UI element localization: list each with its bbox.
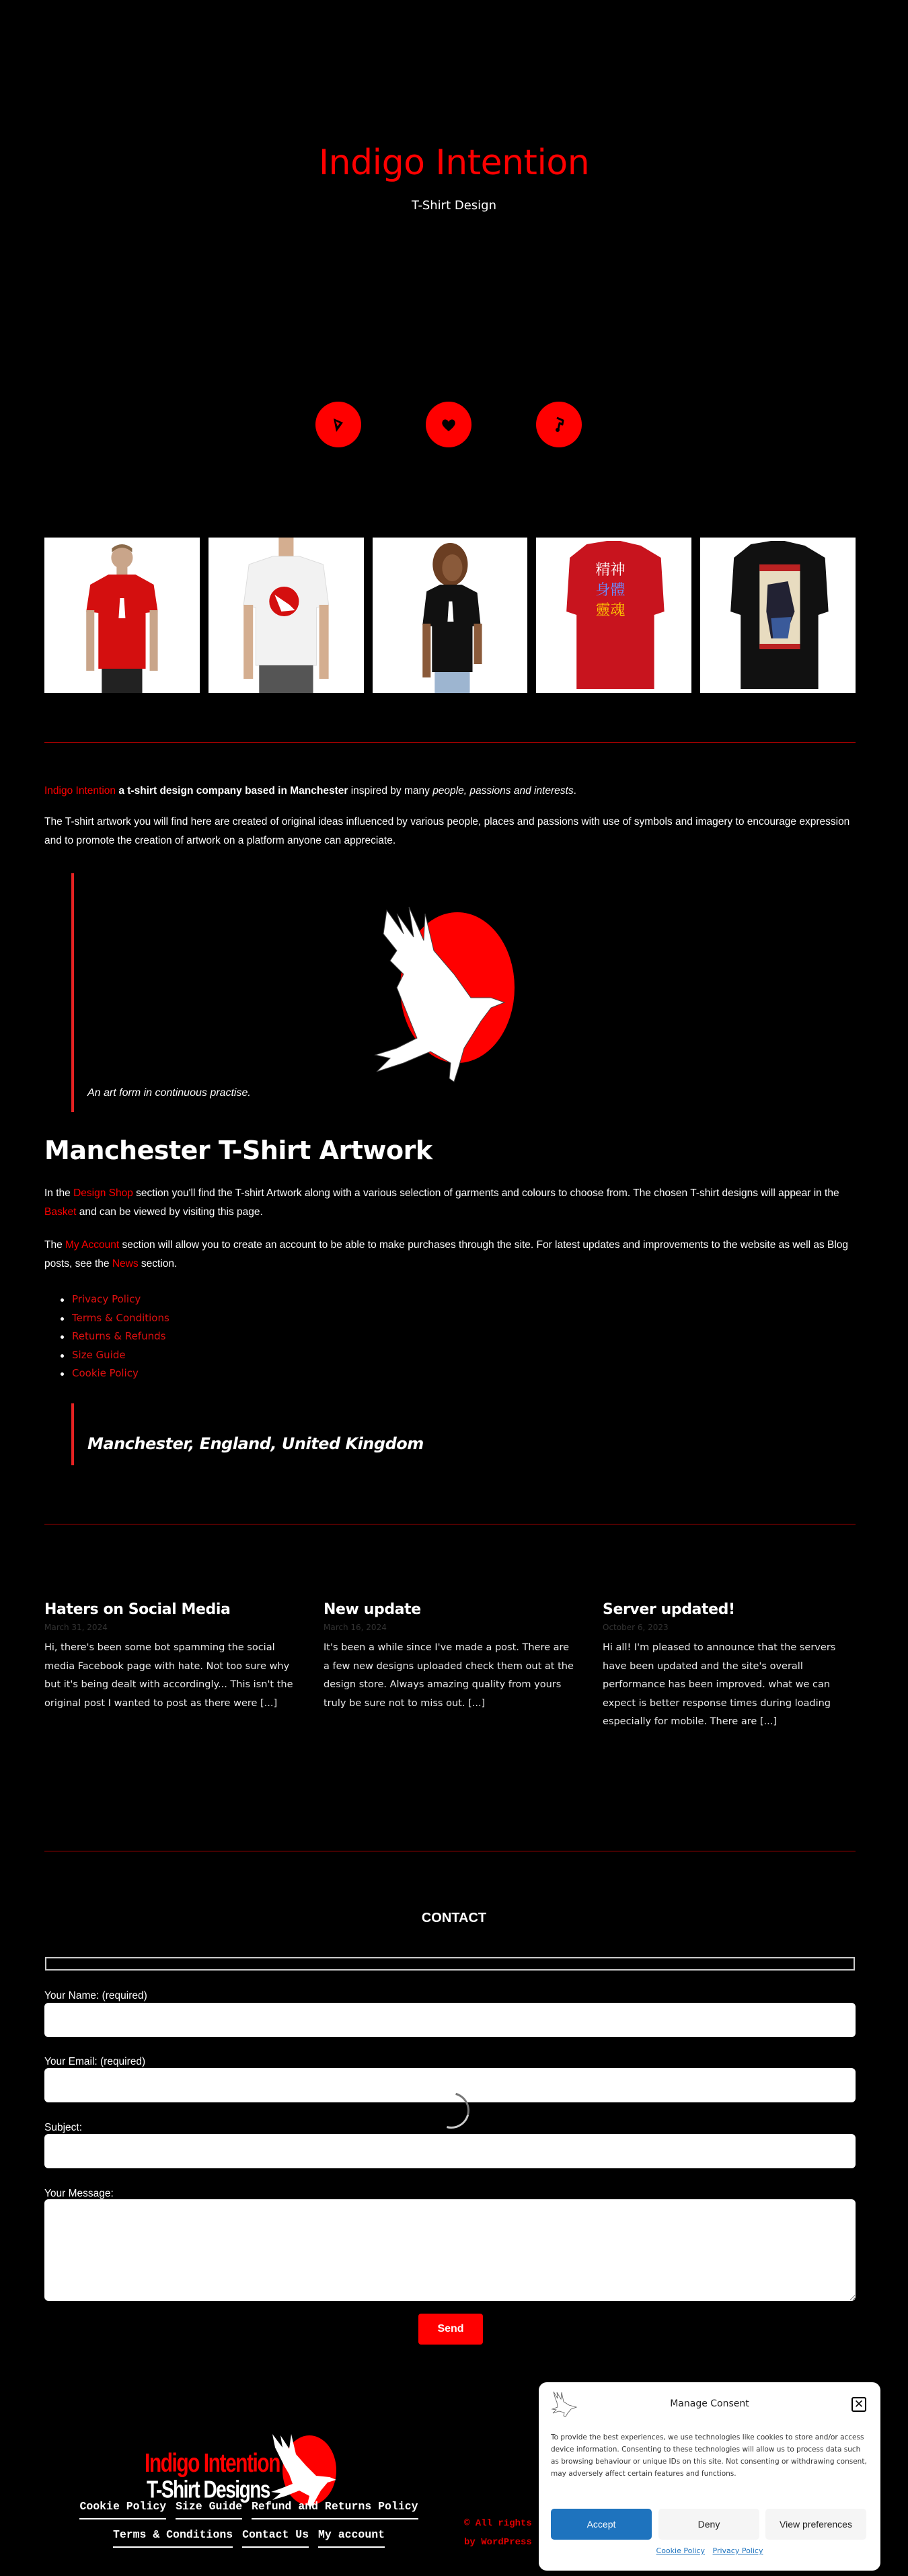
privacy-policy-link[interactable]: Privacy Policy xyxy=(72,1293,141,1305)
gallery-item-kanji-tshirt[interactable] xyxy=(536,538,691,693)
name-field[interactable] xyxy=(44,2003,856,2037)
consent-privacy-policy-link[interactable]: Privacy Policy xyxy=(712,2546,763,2555)
intro-end: . xyxy=(573,785,576,797)
copyright-line-2: by WordPress xyxy=(464,2537,532,2548)
intro-text xyxy=(44,782,856,850)
consent-cookie-policy-link[interactable]: Cookie Policy xyxy=(656,2546,705,2555)
site-tagline: T-Shirt Design xyxy=(412,198,496,213)
intro-paragraph-2: The T-shirt artwork you will find here are created of original ideas influenced by various people, places and passions with use of symbols and imagery to encourage expression and to promote the creation of artwork on a platform anyone can appreciate. xyxy=(44,816,850,846)
blog-post xyxy=(44,1601,297,1732)
gallery-item-samurai-tshirt[interactable] xyxy=(700,538,856,693)
footer-logo-line2: T-Shirt Designs xyxy=(147,2476,270,2503)
intro-bold: a t-shirt design company based in Manchester xyxy=(116,785,348,797)
post-excerpt: Hi, there's been some bot spamming the social media Facebook page with hate. Not too sure why but it's being dealt with accordingly... This isn't the original post I wanted to post as there were [...] xyxy=(44,1642,293,1709)
text: section. xyxy=(138,1258,178,1269)
copyright-line-1: © All rights xyxy=(464,2518,532,2529)
crow-logo-icon xyxy=(266,2429,353,2509)
form-response-box xyxy=(45,1957,855,1971)
email-label: Your Email: (required) xyxy=(44,2056,146,2067)
policy-link-list xyxy=(61,1290,169,1383)
list-item xyxy=(61,1327,169,1346)
kanji-line-1: 精神 xyxy=(595,561,626,578)
subject-field[interactable] xyxy=(44,2134,856,2168)
text: section will allow you to create an account to be able to make purchases through the site. For latest updates and improvements to the website as well as Blog posts, see the xyxy=(44,1239,849,1269)
accept-button[interactable]: Accept xyxy=(551,2509,652,2540)
footer-refund-returns-link[interactable]: Refund and Returns Policy xyxy=(252,2500,418,2519)
post-title[interactable]: New update xyxy=(324,1601,421,1618)
close-icon[interactable]: ✕ xyxy=(852,2397,866,2412)
post-excerpt: It's been a while since I've made a post. There are a few new designs uploaded check them out at the design store. Always amazing quality from yours truly be sure not to miss out. [...] xyxy=(324,1642,574,1709)
terms-conditions-link[interactable]: Terms & Conditions xyxy=(72,1311,169,1324)
size-guide-link[interactable]: Size Guide xyxy=(72,1348,126,1361)
intro-paragraph-1 xyxy=(44,782,856,801)
send-button[interactable]: Send xyxy=(418,2314,483,2345)
brand-name: Indigo Intention xyxy=(44,785,116,797)
basket-link[interactable]: Basket xyxy=(44,1206,77,1218)
intro-italic: people, passions and interests xyxy=(432,785,574,797)
text: In the xyxy=(44,1187,74,1199)
footer-nav-row-1 xyxy=(67,2500,430,2519)
news-link[interactable]: News xyxy=(112,1258,139,1269)
list-item xyxy=(61,1364,169,1383)
quote-block xyxy=(71,873,542,1112)
contact-title: CONTACT xyxy=(421,1911,487,1925)
text: and can be viewed by visiting this page. xyxy=(76,1206,263,1218)
consent-text: To provide the best experiences, we use technologies like cookies to store and/or access device information. Consenting to these technologies will allow us to process data such as browsing behaviour or unique IDs on this site. Not consenting or withdrawing consent, may adversely affect certain features and functions. xyxy=(551,2433,867,2478)
artwork-paragraph-2 xyxy=(44,1236,856,1274)
list-item xyxy=(61,1346,169,1365)
post-title[interactable]: Server updated! xyxy=(603,1601,735,1618)
my-account-link[interactable]: My Account xyxy=(65,1239,120,1251)
section-divider xyxy=(44,742,856,743)
design-shop-link[interactable]: Design Shop xyxy=(73,1187,133,1199)
gallery-item-black-tshirt[interactable] xyxy=(373,538,528,693)
crow-logo-image xyxy=(350,887,538,1092)
heart-icon[interactable] xyxy=(426,402,471,447)
message-label: Your Message: xyxy=(44,2188,114,2199)
gallery-item-white-tshirt[interactable] xyxy=(209,538,364,693)
text: section you'll find the T-shirt Artwork along with a various selection of garments and colours to choose from. The chosen T-shirt designs will appear in the xyxy=(133,1187,839,1199)
gallery-item-red-tshirt[interactable] xyxy=(44,538,200,693)
subject-label: Subject: xyxy=(44,2122,83,2133)
triangle-art-icon[interactable] xyxy=(315,402,361,447)
kanji-line-2: 身體 xyxy=(595,581,626,598)
post-excerpt: Hi all! I'm pleased to announce that the servers have been updated and the site's overall performance has been improved. what we can expect is better response times during loading especially for mobile. There are [...] xyxy=(603,1642,836,1727)
footer-nav-row-2 xyxy=(67,2528,430,2548)
site-title[interactable]: Indigo Intention xyxy=(318,143,590,183)
artwork-heading: Manchester T-Shirt Artwork xyxy=(44,1136,432,1165)
music-note-icon[interactable] xyxy=(536,402,582,447)
cookie-consent-dialog xyxy=(539,2382,880,2571)
footer-contact-link[interactable]: Contact Us xyxy=(242,2528,309,2548)
post-title[interactable]: Haters on Social Media xyxy=(44,1601,231,1618)
post-date: October 6, 2023 xyxy=(603,1623,669,1632)
footer-my-account-link[interactable]: My account xyxy=(318,2528,385,2548)
list-item xyxy=(61,1290,169,1309)
footer-size-guide-link[interactable]: Size Guide xyxy=(176,2500,242,2519)
consent-title: Manage Consent xyxy=(670,2398,749,2409)
post-date: March 16, 2024 xyxy=(324,1623,387,1632)
list-item xyxy=(61,1309,169,1328)
artwork-paragraph-1 xyxy=(44,1184,856,1222)
blog-post xyxy=(603,1601,855,1732)
consent-links xyxy=(539,2546,880,2555)
location-text: Manchester, England, United Kingdom xyxy=(87,1434,424,1453)
footer-terms-link[interactable]: Terms & Conditions xyxy=(113,2528,233,2548)
deny-button[interactable]: Deny xyxy=(658,2509,759,2540)
message-field[interactable] xyxy=(44,2199,856,2301)
footer-cookie-policy-link[interactable]: Cookie Policy xyxy=(79,2500,166,2519)
returns-refunds-link[interactable]: Returns & Refunds xyxy=(72,1330,166,1342)
feature-icon-row xyxy=(0,402,908,447)
kanji-line-3: 靈魂 xyxy=(595,601,626,618)
name-label: Your Name: (required) xyxy=(44,1990,147,2001)
post-date: March 31, 2024 xyxy=(44,1623,108,1632)
blog-post xyxy=(324,1601,576,1732)
location-block xyxy=(71,1403,542,1465)
blog-posts xyxy=(44,1601,856,1732)
footer-logo[interactable] xyxy=(135,2429,350,2509)
text: The xyxy=(44,1239,66,1251)
intro-plain: inspired by many xyxy=(348,785,433,797)
quote-caption: An art form in continuous practise. xyxy=(87,1087,251,1099)
hero-section xyxy=(0,0,908,471)
footer-logo-line1: Indigo Intention xyxy=(145,2449,280,2478)
tshirt-gallery xyxy=(44,538,856,693)
cookie-policy-link[interactable]: Cookie Policy xyxy=(72,1367,139,1379)
view-preferences-button[interactable]: View preferences xyxy=(765,2509,866,2540)
